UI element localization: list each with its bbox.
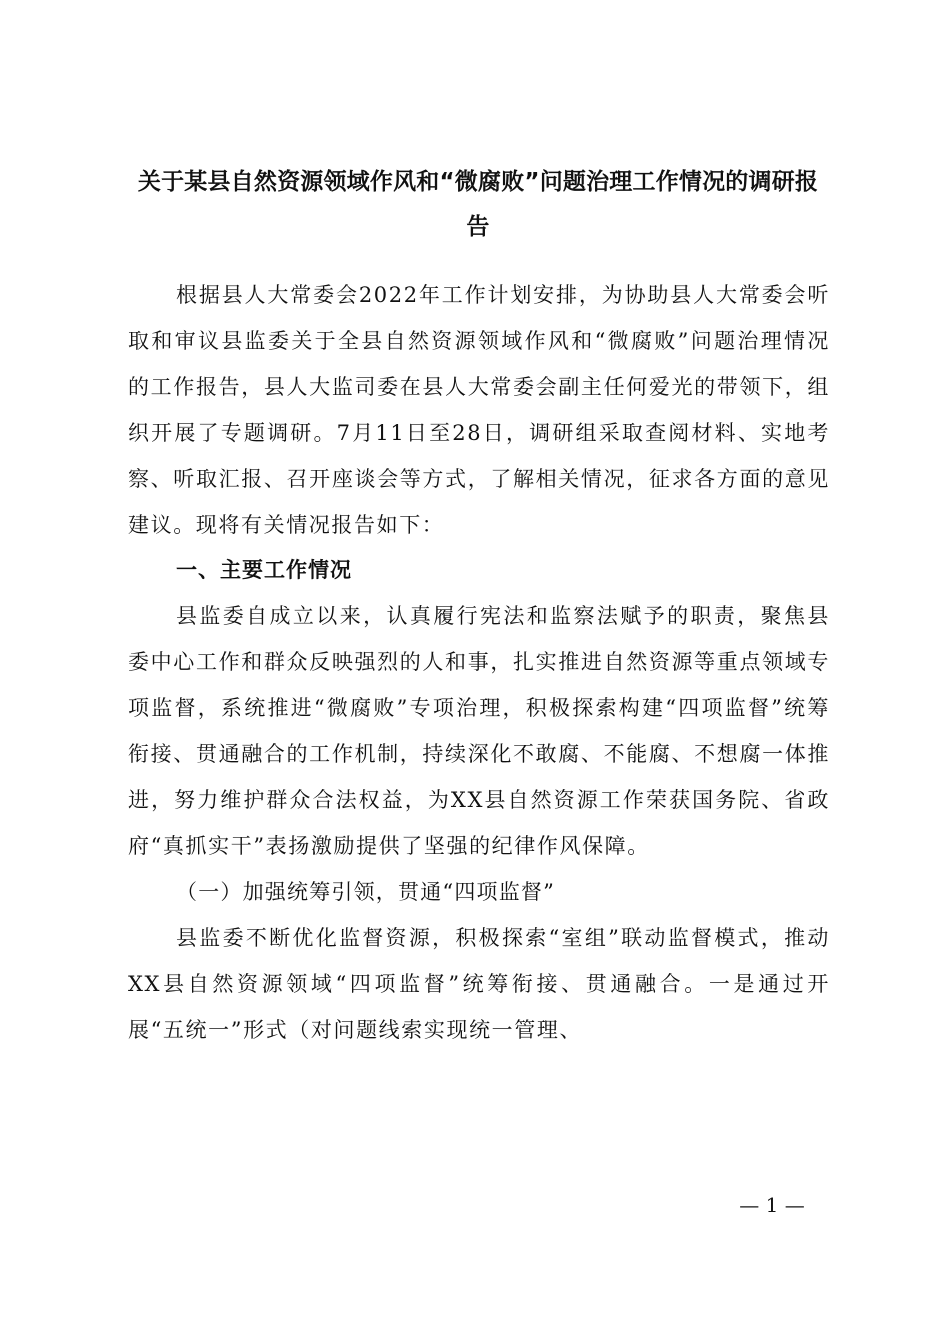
page-number: — 1 — bbox=[739, 1193, 805, 1217]
document-title: 关于某县自然资源领域作风和“微腐败”问题治理工作情况的调研报告 bbox=[137, 169, 819, 240]
intro-paragraph: 根据县人大常委会2022年工作计划安排，为协助县人大常委会听取和审议县监委关于全县自然资源领域作风和“微腐败”问题治理情况的工作报告，县人大监司委在县人大常委会副主任何爱光的带领下，组织开展了专题调研。7月11日至28日，调研组采取查阅材料、实地考察、听取汇报、召开座谈会等方式，了解相关情况，征求各方面的意见建议。现将有关情况报告如下： bbox=[128, 283, 830, 537]
section-heading-main-work: 一、主要工作情况 bbox=[176, 558, 352, 583]
subsection-heading-coordination: （一）加强统筹引领，贯通“四项监督” bbox=[176, 879, 556, 904]
document-body bbox=[128, 273, 830, 1053]
coordination-paragraph: 县监委不断优化监督资源，积极探索“室组”联动监督模式，推动XX县自然资源领域“四项监督”统筹衔接、贯通融合。一是通过开展“五统一”形式（对问题线索实现统一管理、 bbox=[128, 925, 830, 1042]
main-work-paragraph: 县监委自成立以来，认真履行宪法和监察法赋予的职责，聚焦县委中心工作和群众反映强烈的人和事，扎实推进自然资源等重点领域专项监督，系统推进“微腐败”专项治理，积极探索构建“四项监督”统筹衔接、贯通融合的工作机制，持续深化不敢腐、不能腐、不想腐一体推进，努力维护群众合法权益，为XX县自然资源工作荣获国务院、省政府“真抓实干”表扬激励提供了坚强的纪律作风保障。 bbox=[128, 604, 830, 858]
